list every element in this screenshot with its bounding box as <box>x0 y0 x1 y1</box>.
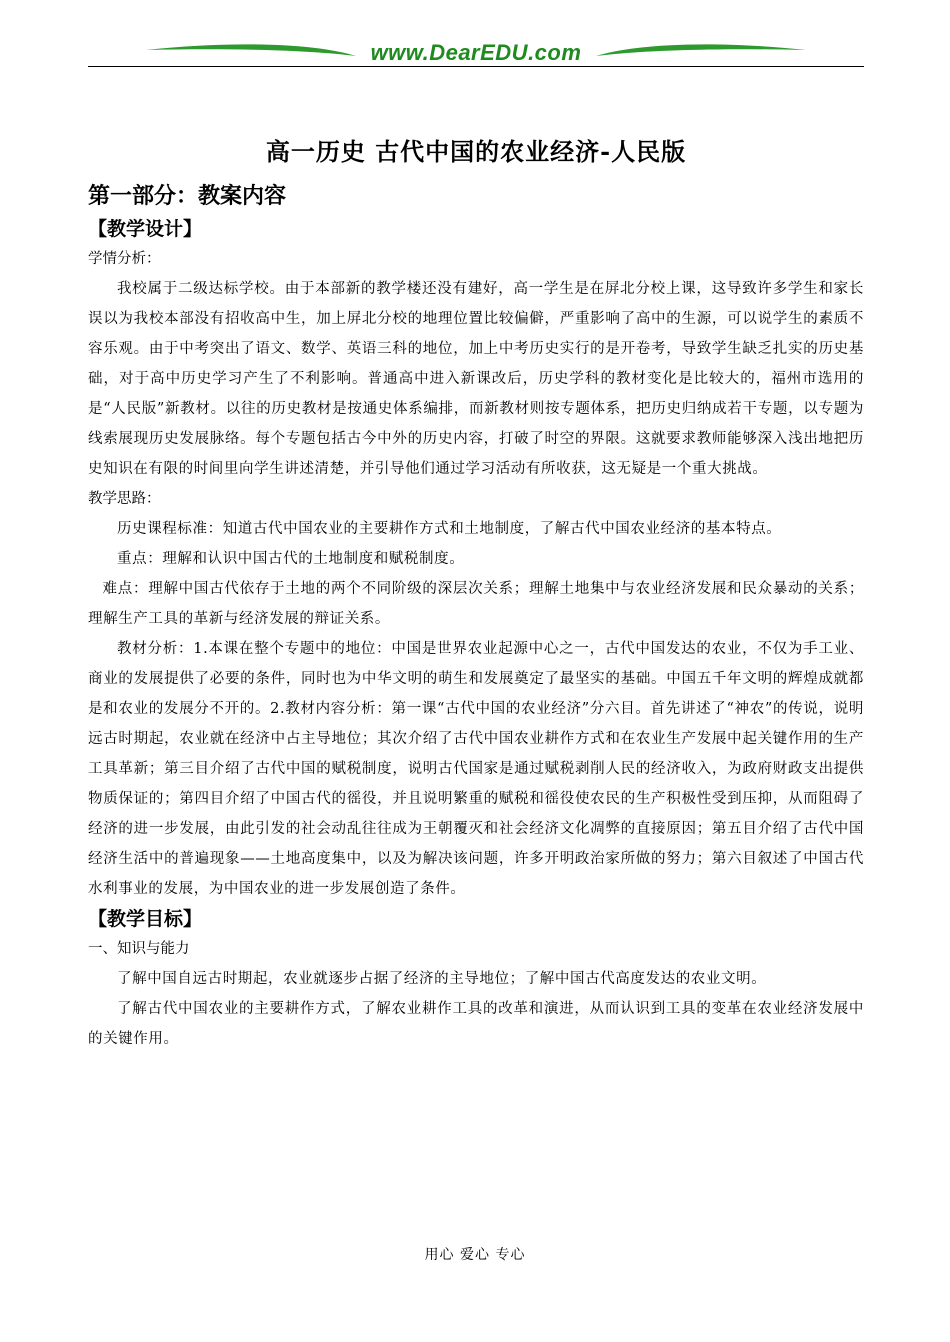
goal-paragraph-2: 了解古代中国农业的主要耕作方式，了解农业耕作工具的改革和演进，从而认识到工具的变革在农业经济发展中的关键作用。 <box>88 1001 864 1047</box>
key-point-paragraph: 重点：理解和认识中国古代的土地制度和赋税制度。 <box>117 551 465 567</box>
document-body <box>88 132 864 1054</box>
header-divider <box>88 66 864 67</box>
curriculum-standard-paragraph: 历史课程标准：知道古代中国农业的主要耕作方式和土地制度，了解古代中国农业经济的基本特点。 <box>117 521 782 537</box>
page-footer: 用心 爱心 专心 <box>424 1247 526 1263</box>
student-analysis-label: 学情分析： <box>88 251 161 267</box>
teaching-goals-heading: 【教学目标】 <box>88 908 203 930</box>
site-header <box>88 36 864 68</box>
part-one-heading: 第一部分：教案内容 <box>88 184 287 209</box>
knowledge-ability-label: 一、知识与能力 <box>88 941 190 957</box>
goal-paragraph-1: 了解中国自远古时期起，农业就逐步占据了经济的主导地位；了解中国古代高度发达的农业文明。 <box>117 971 767 987</box>
difficult-point-paragraph: 难点：理解中国古代依存于土地的两个不同阶级的深层次关系；理解土地集中与农业经济发展和民众暴动的关系；理解生产工具的革新与经济发展的辩证关系。 <box>88 581 864 627</box>
site-logo[interactable]: www.DearEDU.com <box>370 40 582 65</box>
teaching-approach-label: 教学思路： <box>88 491 161 507</box>
student-analysis-paragraph: 我校属于二级达标学校。由于本部新的教学楼还没有建好，高一学生是在屏北分校上课，这导致许多学生和家长误以为我校本部没有招收高中生，加上屏北分校的地理位置比较偏僻，严重影响了高中的生源，可以说学生的素质不容乐观。由于中考突出了语文、数学、英语三科的地位，加上中考历史实行的是开卷考，导致学生缺乏扎实的历史基础，对于高中历史学习产生了不利影响。普通高中进入新课改后，历史学科的教材变化是比较大的，福州市选用的是“人民版”新教材。以往的历史教材是按通史体系编排，而新教材则按专题体系，把历史归纳成若干专题，以专题为线索展现历史发展脉络。每个专题包括古今中外的历史内容，打破了时空的界限。这就要求教师能够深入浅出地把历史知识在有限的时间里向学生讲述清楚，并引导他们通过学习活动有所收获，这无疑是一个重大挑战。 <box>88 281 864 477</box>
document-title: 高一历史 古代中国的农业经济-人民版 <box>265 137 687 166</box>
material-analysis-paragraph: 教材分析：1.本课在整个专题中的地位：中国是世界农业起源中心之一，古代中国发达的农业，不仅为手工业、商业的发展提供了必要的条件，同时也为中华文明的萌生和发展奠定了最坚实的基础。中国五千年文明的辉煌成就都是和农业的发展分不开的。2.教材内容分析：第一课“古代中国的农业经济”分六目。首先讲述了“神农”的传说，说明远古时期起，农业就在经济中占主导地位；其次介绍了古代中国农业耕作方式和在农业生产发展中起关键作用的生产工具革新；第三目介绍了古代中国的赋税制度，说明古代国家是通过赋税剥削人民的经济收入，为政府财政支出提供物质保证的；第四目介绍了中国古代的徭役，并且说明繁重的赋税和徭役使农民的生产积极性受到压抑，从而阻碍了经济的进一步发展，由此引发的社会动乱往往成为王朝覆灭和社会经济文化凋弊的直接原因；第五目介绍了古代中国经济生活中的普遍现象——土地高度集中，以及为解决该问题，许多开明政治家所做的努力；第六目叙述了中国古代水利事业的发展，为中国农业的进一步发展创造了条件。 <box>88 641 864 897</box>
teaching-design-heading: 【教学设计】 <box>88 218 203 240</box>
